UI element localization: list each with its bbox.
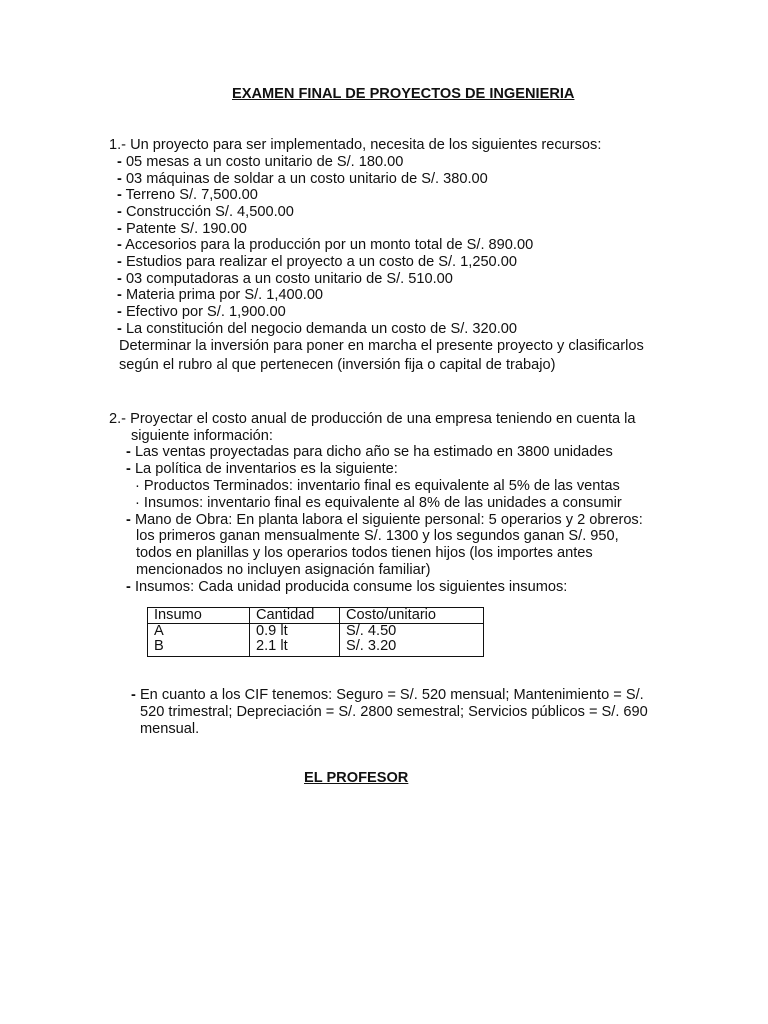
q1-conclusion-line-2: según el rubro al que pertenecen (inversión fija o capital de trabajo) <box>119 357 556 373</box>
q1-item-6 <box>117 237 533 254</box>
q2-mano-obra-line-1 <box>126 512 643 529</box>
q2-mano-obra-line-1-text: Mano de Obra: En planta labora el siguiente personal: 5 operarios y 2 obreros: <box>134 512 643 528</box>
q2-mano-obra-line-2: los primeros ganan mensualmente S/. 1300 y los segundos ganan S/. 950, <box>136 528 619 544</box>
q2-cif-line-2: 520 trimestral; Depreciación = S/. 2800 semestral; Servicios públicos = S/. 690 <box>140 704 648 720</box>
bullet-dash: - <box>117 304 122 320</box>
q2-mano-obra-line-3: todos en planillas y los operarios todos tienen hijos (los importes antes <box>136 545 593 561</box>
q2-item-politica <box>126 461 398 478</box>
q1-item-10 <box>117 304 286 321</box>
q2-item-insumos-text: Insumos: Cada unidad producida consume los siguientes insumos: <box>134 579 568 595</box>
q1-intro: 1.- Un proyecto para ser implementado, necesita de los siguientes recursos: <box>109 137 602 153</box>
table-header-insumo: Insumo <box>148 608 250 624</box>
q1-item-9-text: Materia prima por S/. 1,400.00 <box>125 287 324 303</box>
q1-item-8 <box>117 271 453 288</box>
q1-item-1 <box>117 154 403 171</box>
q1-item-2 <box>117 171 488 188</box>
bullet-dash: - <box>117 204 122 220</box>
table-cell-cantidad: 0.9 lt <box>250 624 340 640</box>
table-row <box>148 639 484 657</box>
q1-item-6-text: Accesorios para la producción por un monto total de S/. 890.00 <box>125 237 534 253</box>
q1-item-8-text: 03 computadoras a un costo unitario de S/. 510.00 <box>125 271 453 287</box>
q2-item-ventas <box>126 444 613 461</box>
q1-item-3 <box>117 187 258 204</box>
q1-item-9 <box>117 287 323 304</box>
bullet-dash: - <box>126 444 131 460</box>
q2-cif-line-1-text: En cuanto a los CIF tenemos: Seguro = S/. 520 mensual; Mantenimiento = S/. <box>139 687 644 703</box>
q1-item-3-text: Terreno S/. 7,500.00 <box>125 187 258 203</box>
q2-sub-insumos: · Insumos: inventario final es equivalente al 8% de las unidades a consumir <box>135 495 622 511</box>
q1-item-4 <box>117 204 294 221</box>
q2-item-politica-text: La política de inventarios es la siguiente: <box>134 461 398 477</box>
q1-item-5 <box>117 221 247 238</box>
table-cell-costo: S/. 3.20 <box>340 639 484 657</box>
q1-item-11-text: La constitución del negocio demanda un costo de S/. 320.00 <box>125 321 518 337</box>
table-cell-cantidad: 2.1 lt <box>250 639 340 657</box>
bullet-dash: - <box>117 171 122 187</box>
table-cell-costo: S/. 4.50 <box>340 624 484 640</box>
q1-item-7-text: Estudios para realizar el proyecto a un costo de S/. 1,250.00 <box>125 254 517 270</box>
bullet-dash: - <box>126 461 131 477</box>
table-cell-insumo: B <box>148 639 250 657</box>
q1-conclusion-line-1: Determinar la inversión para poner en marcha el presente proyecto y clasificarlos <box>119 338 644 354</box>
q2-intro-line-2: siguiente información: <box>131 428 273 444</box>
signature-label: EL PROFESOR <box>304 770 409 786</box>
table-header-row <box>148 608 484 624</box>
q1-item-2-text: 03 máquinas de soldar a un costo unitario de S/. 380.00 <box>125 171 488 187</box>
table-row <box>148 624 484 640</box>
table-cell-insumo: A <box>148 624 250 640</box>
q2-cif-line-3: mensual. <box>140 721 200 737</box>
bullet-dash: - <box>117 321 122 337</box>
insumos-table <box>147 607 484 657</box>
bullet-dash: - <box>126 512 131 528</box>
q2-intro-line-1: 2.- Proyectar el costo anual de producción de una empresa teniendo en cuenta la <box>109 411 636 427</box>
bullet-dash: - <box>117 221 122 237</box>
exam-title: EXAMEN FINAL DE PROYECTOS DE INGENIERIA <box>232 86 575 102</box>
q1-item-7 <box>117 254 517 271</box>
bullet-dash: - <box>117 154 122 170</box>
bullet-dash: - <box>117 254 122 270</box>
q1-item-10-text: Efectivo por S/. 1,900.00 <box>125 304 286 320</box>
bullet-dash: - <box>117 237 122 253</box>
bullet-dash: - <box>131 687 136 703</box>
table-header-costo-unitario: Costo/unitario <box>340 608 484 624</box>
q2-item-insumos <box>126 579 567 596</box>
q2-cif-line-1 <box>131 687 644 704</box>
bullet-dash: - <box>117 271 122 287</box>
q1-item-5-text: Patente S/. 190.00 <box>125 221 247 237</box>
q2-sub-productos: · Productos Terminados: inventario final es equivalente al 5% de las ventas <box>135 478 620 494</box>
q1-item-4-text: Construcción S/. 4,500.00 <box>125 204 294 220</box>
q2-mano-obra-line-4: mencionados no incluyen asignación familiar) <box>136 562 431 578</box>
bullet-dash: - <box>126 579 131 595</box>
q2-item-ventas-text: Las ventas proyectadas para dicho año se ha estimado en 3800 unidades <box>134 444 613 460</box>
table-header-cantidad: Cantidad <box>250 608 340 624</box>
bullet-dash: - <box>117 187 122 203</box>
q1-item-11 <box>117 321 517 338</box>
bullet-dash: - <box>117 287 122 303</box>
q1-item-1-text: 05 mesas a un costo unitario de S/. 180.00 <box>125 154 404 170</box>
